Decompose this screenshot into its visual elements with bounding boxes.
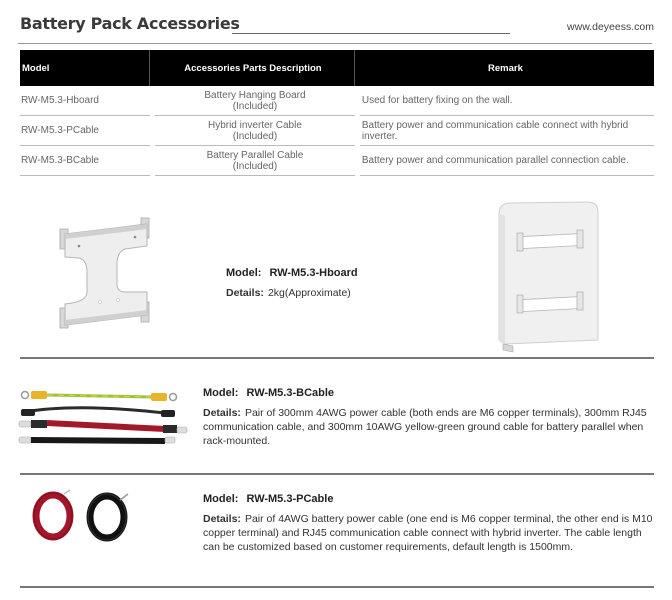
section-divider [20, 357, 654, 359]
cell-model: RW-M5.3-Hboard [20, 86, 150, 116]
cell-model: RW-M5.3-PCable [20, 116, 150, 146]
details-label: Details: [203, 407, 241, 419]
product-info-pcable [203, 493, 658, 554]
product-info-bcable [203, 387, 658, 448]
description-name: Battery Hanging Board [204, 89, 306, 101]
model-value: RW-M5.3-BCable [246, 387, 335, 399]
description-name: Battery Parallel Cable [206, 149, 304, 161]
coiled-power-cables-image [30, 488, 140, 544]
cell-remark: Battery power and communication cable connect with hybrid inverter. [360, 116, 654, 146]
website-link[interactable]: www.deyeess.com [567, 21, 654, 33]
section-divider [20, 473, 654, 475]
details-label: Details: [226, 287, 264, 299]
model-label: Model: [203, 493, 239, 505]
accessories-table [20, 50, 654, 176]
details-line [226, 286, 358, 300]
cell-description [155, 146, 355, 176]
header-divider [18, 43, 652, 44]
details-value: Pair of 300mm 4AWG power cable (both ends are M6 copper terminals), 300mm RJ45 communication cable, and 300mm 10AWG yellow-green ground cable for battery parallel when rack-mounted. [203, 407, 647, 447]
description-name: Hybrid inverter Cable [207, 119, 302, 131]
description-note: (Included) [232, 130, 278, 142]
table-row [20, 146, 654, 176]
cell-description [155, 86, 355, 116]
model-line [203, 493, 658, 505]
model-value: RW-M5.3-Hboard [269, 267, 358, 279]
cable-set-icon [19, 391, 187, 443]
table-row [20, 116, 654, 146]
details-line [203, 406, 658, 448]
section-divider [20, 586, 654, 588]
details-line [203, 512, 658, 554]
product-info-hboard [226, 267, 358, 300]
hanging-board-image [55, 212, 155, 340]
hanging-board-icon [60, 218, 149, 328]
details-value: 2kg(Approximate) [267, 287, 351, 299]
battery-pack-icon [499, 202, 598, 352]
title-underline [232, 33, 510, 34]
table-header-row [20, 50, 654, 86]
details-value: Pair of 4AWG battery power cable (one end is M6 copper terminal, the other end is M10 copper terminal) and RJ45 communication cable connect with hybrid inverter. The cable length can be customized based on customer requirements, default length is 1500mm. [203, 513, 653, 553]
page-title: Battery Pack Accessories [20, 14, 240, 33]
model-line [226, 267, 358, 279]
model-line [203, 387, 658, 399]
coiled-cable-icon [34, 490, 128, 540]
cell-description [155, 116, 355, 146]
cell-remark: Used for battery fixing on the wall. [360, 86, 654, 116]
description-note: (Included) [232, 100, 278, 112]
column-header-description: Accessories Parts Description [150, 50, 355, 86]
column-header-remark: Remark [355, 50, 654, 86]
table-row [20, 86, 654, 116]
cell-model: RW-M5.3-BCable [20, 146, 150, 176]
description-note: (Included) [232, 160, 278, 172]
cell-remark: Battery power and communication parallel connection cable. [360, 146, 654, 176]
column-header-model: Model [20, 50, 150, 86]
model-label: Model: [226, 267, 262, 279]
model-label: Model: [203, 387, 239, 399]
details-label: Details: [203, 513, 241, 525]
model-value: RW-M5.3-PCable [246, 493, 334, 505]
battery-on-board-image [495, 200, 605, 355]
parallel-cables-image [15, 385, 190, 450]
